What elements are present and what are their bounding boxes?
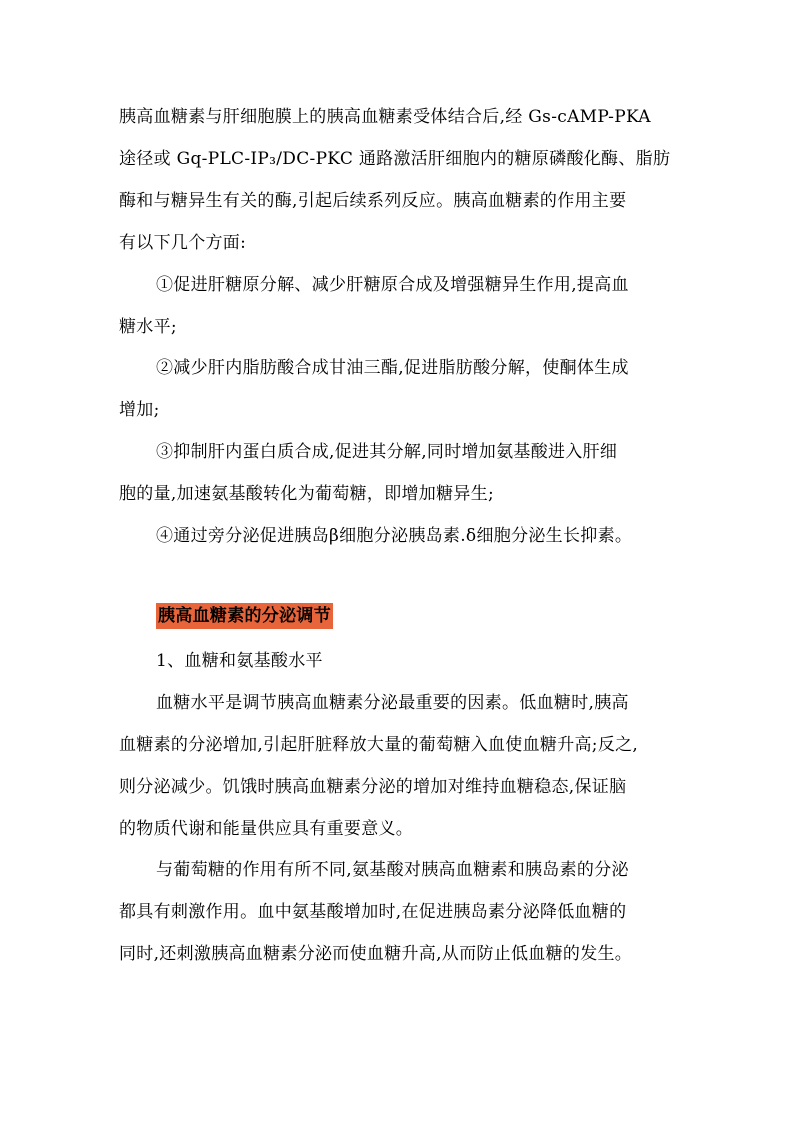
- text-line: 的物质代谢和能量供应具有重要意义。: [119, 819, 414, 839]
- text-line: 途径或 Gq-PLC-IP₃/DC-PKC 通路激活肝细胞内的糖原磷酸化酶、脂肪: [119, 149, 671, 169]
- text-line: 都具有刺激作用。血中氨基酸增加时,在促进胰岛素分泌降低血糖的: [119, 902, 627, 922]
- text-line: ③抑制肝内蛋白质合成,促进其分解,同时增加氨基酸进入肝细: [156, 442, 618, 462]
- section-heading: 胰高血糖素的分泌调节: [156, 603, 333, 629]
- text-line: ④通过旁分泌促进胰岛β细胞分泌胰岛素.δ细胞分泌生长抑素。: [156, 526, 633, 546]
- subheading: 1、血糖和氨基酸水平: [156, 651, 323, 671]
- text-line: 则分泌减少。饥饿时胰高血糖素分泌的增加对维持血糖稳态,保证脑: [119, 777, 627, 797]
- text-line: 糖水平;: [119, 317, 177, 337]
- text-line: 血糖水平是调节胰高血糖素分泌最重要的因素。低血糖时,胰高: [156, 693, 629, 713]
- text-line: 胞的量,加速氨基酸转化为葡萄糖，即增加糖异生;: [119, 484, 495, 504]
- text-line: 有以下几个方面:: [119, 233, 247, 253]
- text-line: 同时,还刺激胰高血糖素分泌而使血糖升高,从而防止低血糖的发生。: [119, 944, 633, 964]
- text-line: 增加;: [119, 400, 160, 420]
- text-line: 与葡萄糖的作用有所不同,氨基酸对胰高血糖素和胰岛素的分泌: [156, 860, 629, 880]
- text-line: 胰高血糖素与肝细胞膜上的胰高血糖素受体结合后,经 Gs-cAMP-PKA: [119, 107, 651, 127]
- text-line: ①促进肝糖原分解、减少肝糖原合成及增强糖异生作用,提高血: [156, 275, 629, 295]
- text-line: 血糖素的分泌增加,引起肝脏释放大量的葡萄糖入血使血糖升高;反之,: [119, 735, 639, 755]
- text-line: ②减少肝内脂肪酸合成甘油三酯,促进脂肪酸分解，使酮体生成: [156, 358, 629, 378]
- text-line: 酶和与糖异生有关的酶,引起后续系列反应。胰高血糖素的作用主要: [119, 191, 627, 211]
